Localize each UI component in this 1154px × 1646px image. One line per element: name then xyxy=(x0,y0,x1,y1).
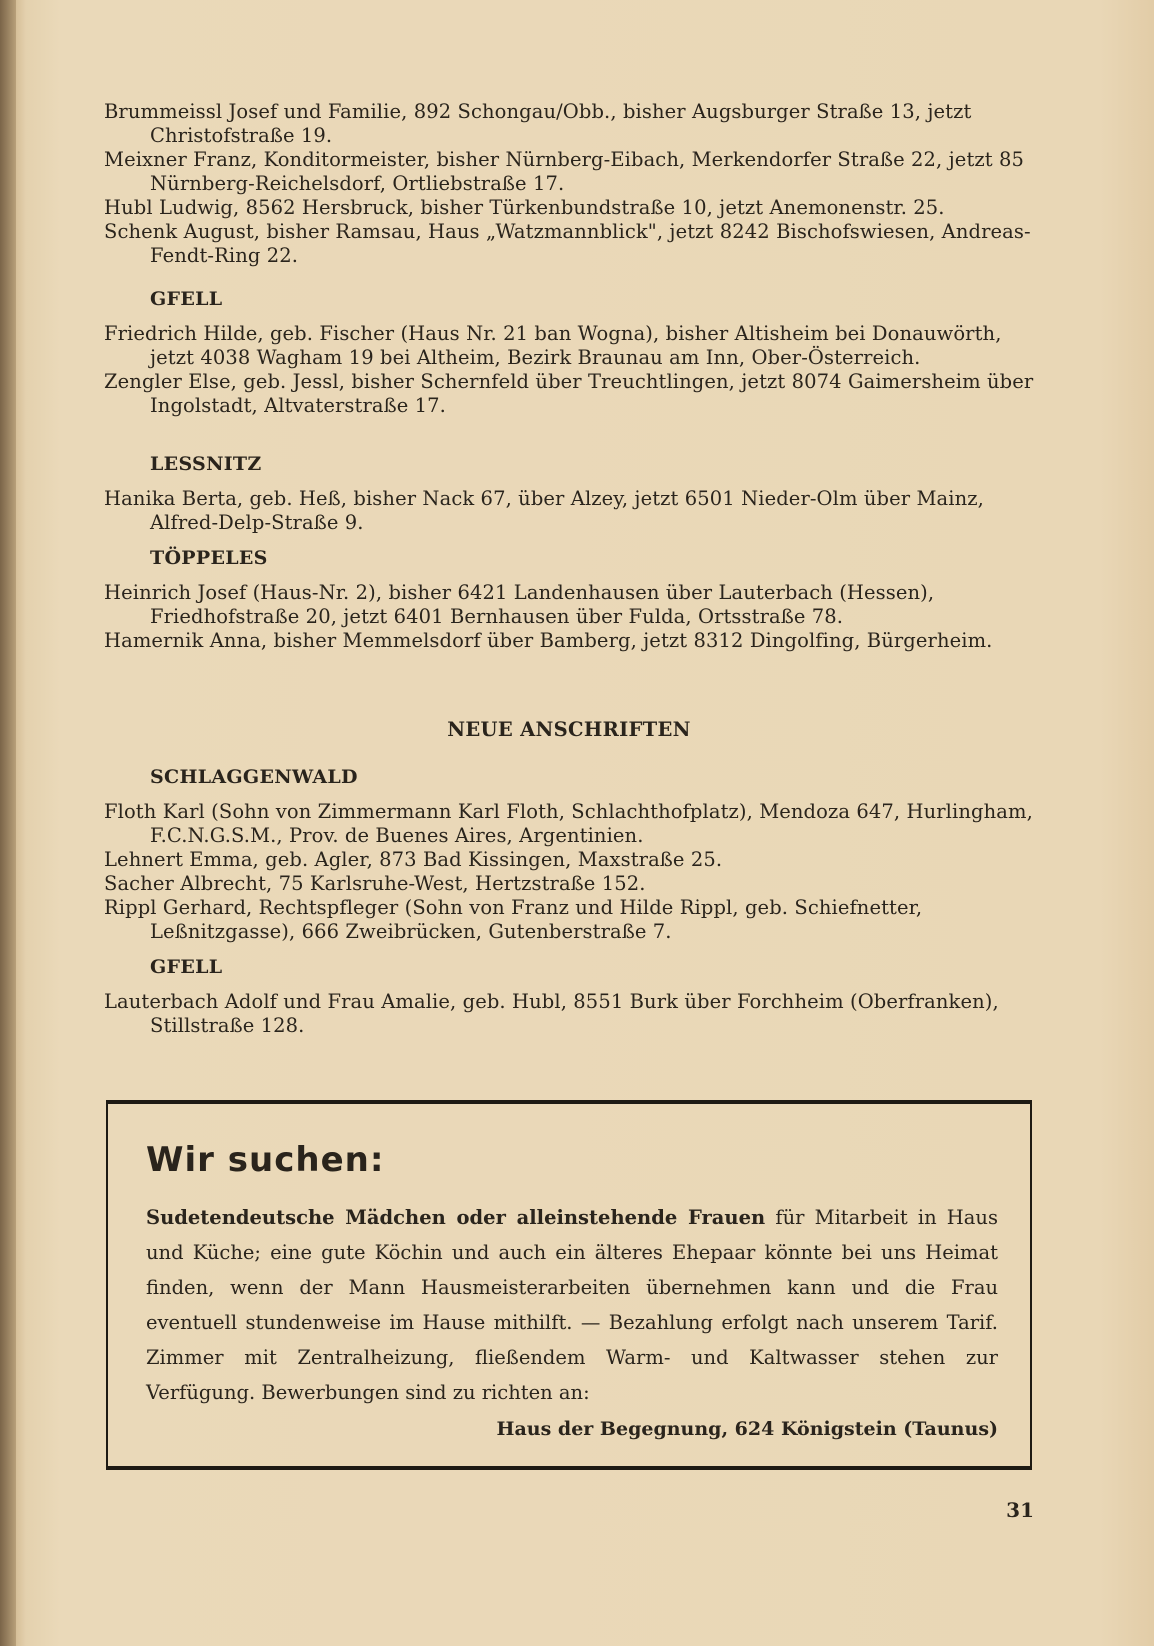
advertisement-signature: Haus der Begegnung, 624 Königstein (Taunus) xyxy=(496,1418,998,1440)
entry-hanika: Hanika Berta, geb. Heß, bisher Nack 67, über Alzey, jetzt 6501 Nieder-Olm über Mainz, Alfred-Delp-Straße 9. xyxy=(104,487,984,534)
entry-lehnert: Lehnert Emma, geb. Agler, 873 Bad Kissingen, Maxstraße 25. xyxy=(104,848,723,871)
entry-meixner: Meixner Franz, Konditormeister, bisher Nürnberg-Eibach, Merkendorfer Straße 22, jetzt 85 Nürnberg-Reichelsdorf, Ortliebstraße 17. xyxy=(104,148,1024,195)
entry-friedrich: Friedrich Hilde, geb. Fischer (Haus Nr. 21 ban Wogna), bisher Altisheim bei Donauwörth, jetzt 4038 Wagham 19 bei Altheim, Bezirk Braunau am Inn, Ober-Österreich. xyxy=(104,322,1002,369)
town-heading-lessnitz: LESSNITZ xyxy=(150,453,262,475)
section-top-entries xyxy=(104,100,1034,268)
heading-neue-anschriften: NEUE ANSCHRIFTEN xyxy=(447,718,691,741)
entry-rippl: Rippl Gerhard, Rechtspfleger (Sohn von Franz und Hilde Rippl, geb. Schiefnetter, Leßnitzgasse), 666 Zweibrücken, Gutenberstraße 7. xyxy=(104,896,923,943)
section-schlaggenwald xyxy=(104,766,1034,944)
entry-schenk: Schenk August, bisher Ramsau, Haus „Watzmannblick", jetzt 8242 Bischofswiesen, Andreas-Fendt-Ring 22. xyxy=(104,220,1031,267)
entry-lauterbach: Lauterbach Adolf und Frau Amalie, geb. Hubl, 8551 Burk über Forchheim (Oberfranken), Stillstraße 128. xyxy=(104,990,999,1037)
section-gfell-2 xyxy=(104,956,1034,1038)
binding-edge xyxy=(0,0,16,1646)
entry-sacher: Sacher Albrecht, 75 Karlsruhe-West, Hertzstraße 152. xyxy=(104,872,646,895)
entry-floth: Floth Karl (Sohn von Zimmermann Karl Floth, Schlachthofplatz), Mendoza 647, Hurlingham, F.C.N.G.S.M., Prov. de Buenes Aires, Argentinien. xyxy=(104,800,1033,847)
section-gfell-1 xyxy=(104,288,1034,418)
page-number: 31 xyxy=(1006,1498,1034,1522)
section-neue-anschriften xyxy=(104,718,1034,741)
advertisement-text xyxy=(146,1200,998,1410)
entry-heinrich: Heinrich Josef (Haus-Nr. 2), bisher 6421 Landenhausen über Lauterbach (Hessen), Friedhofstraße 20, jetzt 6401 Bernhausen über Fulda, Ortsstraße 78. xyxy=(104,581,935,628)
town-heading-schlaggenwald: SCHLAGGENWALD xyxy=(150,766,358,788)
advertisement-content xyxy=(146,1140,998,1440)
advertisement-bold-lead: Sudetendeutsche Mädchen oder alleinstehende Frauen xyxy=(146,1206,766,1229)
section-lessnitz xyxy=(104,453,1034,535)
section-toeppeles xyxy=(104,547,1034,653)
advertisement-body: für Mitarbeit in Haus und Küche; eine gute Köchin und auch ein älteres Ehepaar könnte bei uns Heimat finden, wenn der Mann Hausmeisterarbeiten übernehmen kann und die Frau eventuell stundenweise im Hause mithilft. — Bezahlung erfolgt nach unserem Tarif. Zimmer mit Zentralheizung, fließendem Warm- und Kaltwasser stehen zur Verfügung. Bewerbungen sind zu richten an: xyxy=(146,1206,998,1404)
town-heading-gfell: GFELL xyxy=(150,288,223,310)
town-heading-gfell-2: GFELL xyxy=(150,956,223,978)
entry-zengler: Zengler Else, geb. Jessl, bisher Schernfeld über Treuchtlingen, jetzt 8074 Gaimersheim über Ingolstadt, Altvaterstraße 17. xyxy=(104,370,1034,417)
entry-brummeissl: Brummeissl Josef und Familie, 892 Schongau/Obb., bisher Augsburger Straße 13, jetzt Christofstraße 19. xyxy=(104,100,972,147)
town-heading-toeppeles: TÖPPELES xyxy=(150,547,268,569)
entry-hamernik: Hamernik Anna, bisher Memmelsdorf über Bamberg, jetzt 8312 Dingolfing, Bürgerheim. xyxy=(104,629,993,652)
advertisement-box xyxy=(106,1100,1032,1470)
entry-hubl: Hubl Ludwig, 8562 Hersbruck, bisher Türkenbundstraße 10, jetzt Anemonenstr. 25. xyxy=(104,196,945,219)
advertisement-title: Wir suchen: xyxy=(146,1140,385,1180)
